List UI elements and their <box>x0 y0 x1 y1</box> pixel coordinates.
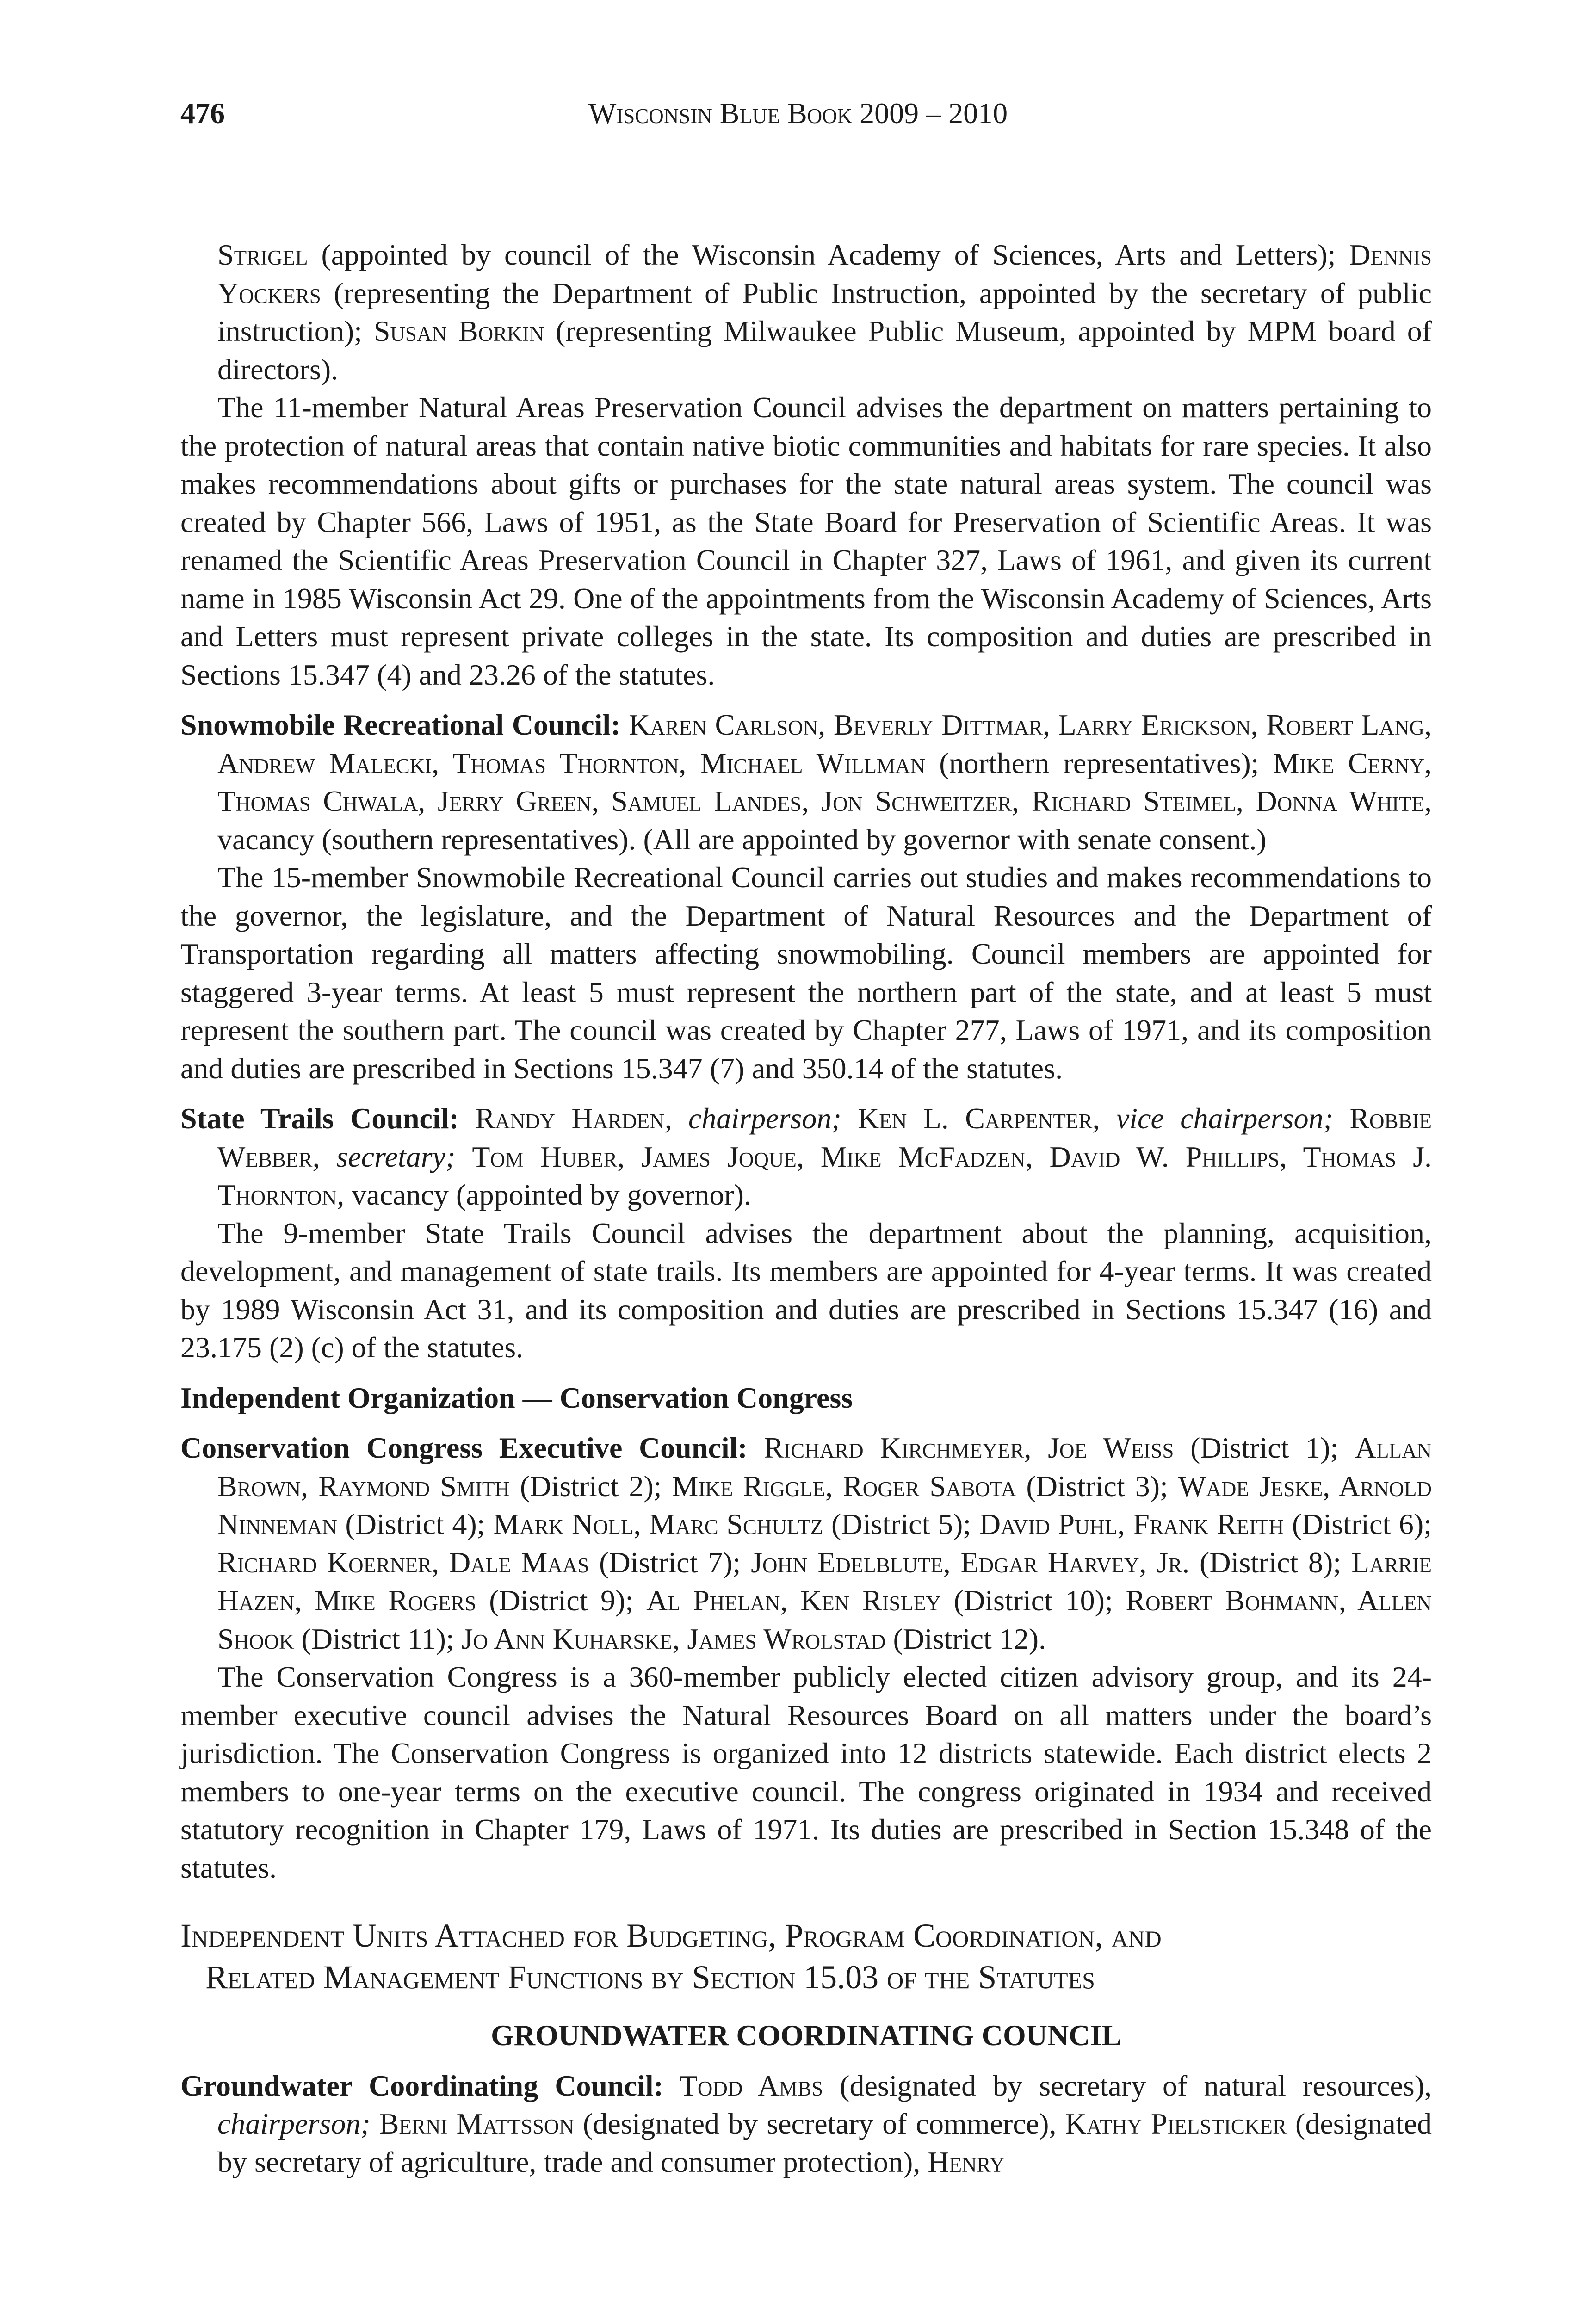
district-label: (District 3); <box>1016 1469 1178 1503</box>
member-names: Jo Ann Kuharske, James Wrolstad <box>461 1622 886 1655</box>
member-names: Al Phelan, Ken Risley <box>646 1584 941 1617</box>
district-label: (District 11); <box>294 1622 462 1655</box>
member-names: Mike Cerny, Thomas Chwala, Jerry Green, Samuel Landes, Jon Schweitzer, Richard Steimel, Donna White <box>217 746 1432 817</box>
page-header <box>180 93 1416 134</box>
member-name: Randy Harden <box>458 1102 665 1135</box>
member-name: Ken L. Carpenter <box>858 1102 1093 1135</box>
district-label: (District 2); <box>509 1469 672 1503</box>
member-name: Dennis Yockers <box>217 238 1432 309</box>
member-names: Mike Riggle, Roger Sabota <box>672 1469 1016 1503</box>
page-number: 476 <box>180 97 225 130</box>
groundwater-council-heading: GROUNDWATER COORDINATING COUNCIL <box>490 2019 1122 2052</box>
natural-areas-description: The 11-member Natural Areas Preservation Council advises the department on matters pertaining to the protection of natural areas that contain native biotic communities and habitats for rare species. It also makes recommendations about gifts or purchases for the state natural areas system. The council was created by Chapter 566, Laws of 1951, as the State Board for Preservation of Scientific Areas. It was renamed the Scientific Areas Preservation Council in Chapter 327, Laws of 1961, and given its current name in 1985 Wisconsin Act 29. One of the appointments from the Wisconsin Academy of Sciences, Arts and Letters must represent private colleges in the state. Its composition and duties are prescribed in Sections 15.347 (4) and 23.26 of the statutes. <box>180 391 1432 691</box>
designation-note: (designated by secretary of commerce), <box>574 2107 1065 2140</box>
member-names: Allan Brown, Raymond Smith <box>217 1431 1432 1503</box>
independent-organization-heading: Independent Organization — Conservation Congress <box>180 1381 853 1414</box>
role-title: , chairperson; <box>664 1102 858 1135</box>
heading-line-2: Related Management Functions by Section 15.03 of the Statutes <box>205 1959 1095 1996</box>
member-name: Todd Ambs <box>663 2069 823 2102</box>
district-label: (District 7); <box>589 1546 751 1579</box>
member-name: Kathy Pielsticker <box>1065 2107 1287 2140</box>
member-name: Strigel <box>217 238 308 271</box>
appointment-note: (representing the Department of Public Instruction, appointed by the secretary of public instruction); <box>217 276 1432 347</box>
conservation-congress-description: The Conservation Congress is a 360-member publicly elected citizen advisory group, and its 24-member executive council advises the Natural Resources Board on all matters under the board’s jurisdiction. The Conservation Congress is organized into 12 districts statewide. Each district elects 2 members to one-year terms on the executive council. The congress originated in 1934 and received statutory recognition in Chapter 179, Laws of 1971. Its duties are prescribed in Section 15.348 of the statutes. <box>180 1660 1432 1884</box>
council-label: Snowmobile Recreational Council: <box>180 708 621 741</box>
state-trails-council-description: The 9-member State Trails Council advises the department about the planning, acquisition, development, and management of state trails. Its members are appointed for 4-year terms. It was created by 1989 Wisconsin Act 31, and its composition and duties are prescribed in Sections 15.347 (16) and 23.175 (2) (c) of the statutes. <box>180 1216 1432 1364</box>
member-names: Robert Bohmann, Allen Shook <box>217 1584 1432 1655</box>
member-name: Berni Mattsson <box>379 2107 574 2140</box>
district-label: (District 8); <box>1189 1546 1351 1579</box>
designation-note: (designated by secretary of natural resources), <box>823 2069 1432 2102</box>
member-names: Larrie Hazen, Mike Rogers <box>217 1546 1432 1617</box>
district-label: (District 5); <box>823 1508 979 1540</box>
district-label: (District 4); <box>337 1508 494 1540</box>
member-names: Mark Noll, Marc Schultz <box>493 1508 823 1540</box>
conservation-congress-entry <box>180 1429 1432 1658</box>
district-label: (District 6); <box>1284 1508 1432 1540</box>
role-title: chairperson; <box>217 2107 379 2140</box>
member-names: Karen Carlson, Beverly Dittmar, Larry Erickson, Robert Lang, Andrew Malecki, Thomas Thornton, Michael Willman <box>217 708 1432 779</box>
representation-note: (northern representatives); <box>925 746 1273 779</box>
natural-areas-members-continued <box>180 236 1432 389</box>
representation-note: , vacancy (southern representatives). (All are appointed by governor with senate consent.) <box>217 785 1432 856</box>
district-label: (District 9); <box>476 1584 646 1617</box>
council-label: Conservation Congress Executive Council: <box>180 1431 748 1464</box>
member-names: Tom Huber, James Joque, Mike McFadzen, David W. Phillips, Thomas J. Thornton <box>217 1140 1432 1211</box>
member-name: Susan Borkin <box>373 315 544 347</box>
designation-note: (designated by secretary of agriculture, trade and consumer protection), <box>217 2107 1432 2178</box>
district-label: (District 1); <box>1174 1431 1355 1464</box>
groundwater-council-entry <box>180 2067 1432 2182</box>
appointment-note: (representing Milwaukee Public Museum, appointed by MPM board of directors). <box>217 315 1432 386</box>
council-label: Groundwater Coordinating Council: <box>180 2069 663 2102</box>
member-name: Henry <box>928 2145 1005 2178</box>
member-names: Richard Kirchmeyer, Joe Weiss <box>747 1431 1174 1464</box>
independent-units-heading <box>180 1915 1432 1998</box>
role-title: , vice chairperson; <box>1092 1102 1350 1135</box>
member-name: Robbie Webber <box>217 1102 1432 1173</box>
heading-line-1: Independent Units Attached for Budgeting, Program Coordination, and <box>180 1917 1162 1954</box>
page-body <box>180 236 1432 2181</box>
snowmobile-council-entry <box>180 706 1432 859</box>
appointment-note: (appointed by council of the Wisconsin Academy of Sciences, Arts and Letters); <box>308 238 1349 271</box>
member-names: David Puhl, Frank Reith <box>979 1508 1284 1540</box>
member-names: Richard Koerner, Dale Maas <box>217 1546 589 1579</box>
running-head: Wisconsin Blue Book 2009 – 2010 <box>588 97 1008 130</box>
snowmobile-council-description: The 15-member Snowmobile Recreational Council carries out studies and makes recommendations to the governor, the legislature, and the Department of Natural Resources and the Department of Transportation regarding all matters affecting snowmobiling. Council members are appointed for staggered 3-year terms. At least 5 must represent the northern part of the state, and at least 5 must represent the southern part. The council was created by Chapter 277, Laws of 1971, and its composition and duties are prescribed in Sections 15.347 (7) and 350.14 of the statutes. <box>180 861 1432 1085</box>
state-trails-council-entry <box>180 1100 1432 1214</box>
member-names: John Edelblute, Edgar Harvey, Jr. <box>751 1546 1190 1579</box>
district-label: (District 12). <box>885 1622 1046 1655</box>
appointment-note: , vacancy (appointed by governor). <box>337 1178 751 1211</box>
council-label: State Trails Council: <box>180 1102 459 1135</box>
role-title: , secretary; <box>312 1140 472 1173</box>
district-label: (District 10); <box>941 1584 1126 1617</box>
member-names: Wade Jeske, Arnold Ninneman <box>217 1469 1432 1540</box>
